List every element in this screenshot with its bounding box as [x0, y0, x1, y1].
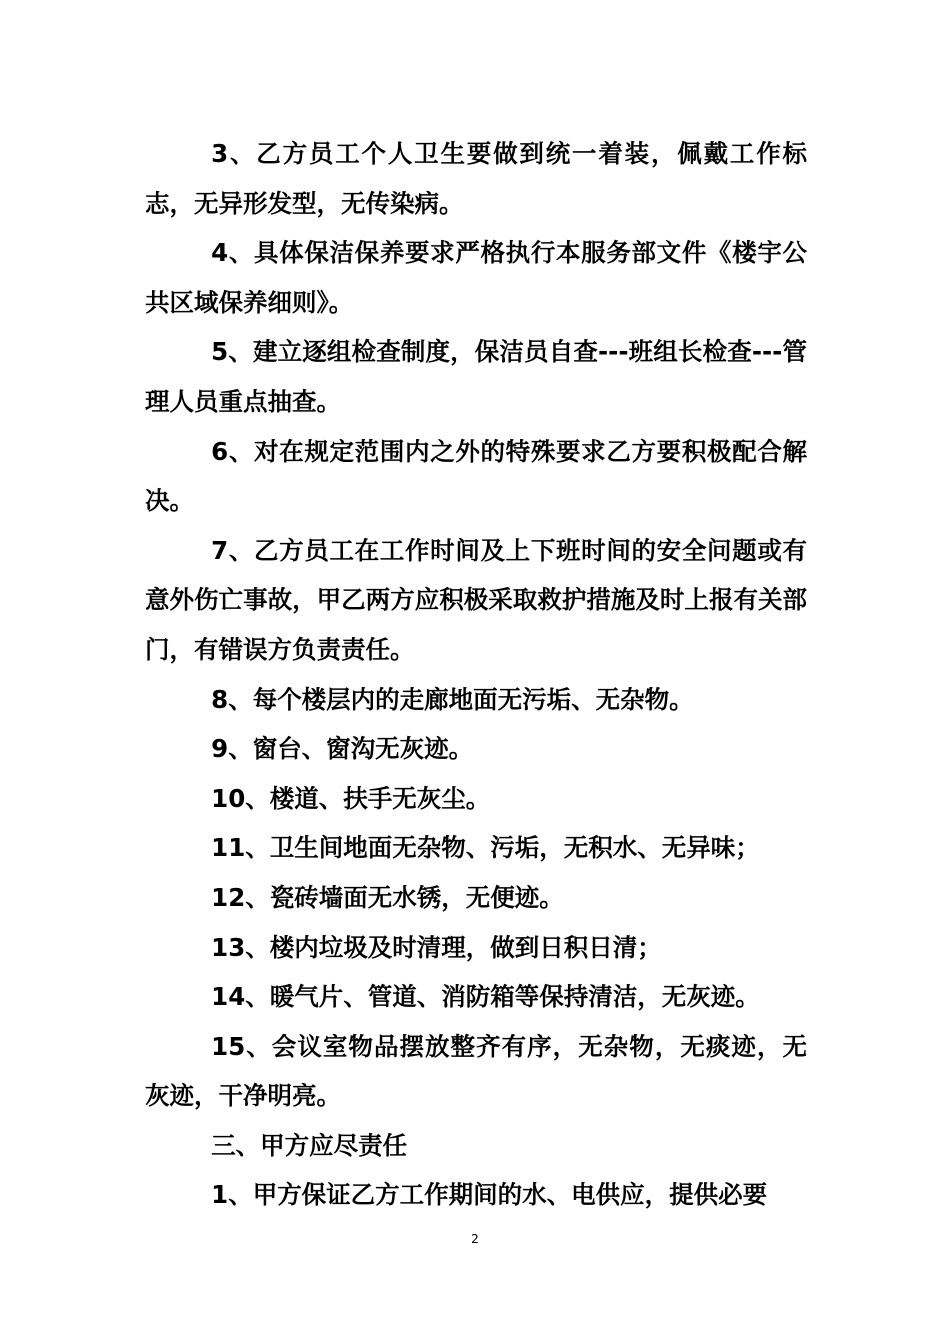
document-body: [145, 129, 807, 1220]
paragraph-item-7: 7、乙方员工在工作时间及上下班时间的安全问题或有意外伤亡事故，甲乙两方应积极采取救护措施及时上报有关部门，有错误方负责责任。: [145, 535, 807, 664]
paragraph-item-8: 8、每个楼层内的走廊地面无污垢、无杂物。: [211, 684, 694, 714]
paragraph-item-6: 6、对在规定范围内之外的特殊要求乙方要积极配合解决。: [145, 436, 807, 516]
paragraph-item-12: 12、瓷砖墙面无水锈，无便迹。: [211, 882, 564, 912]
paragraph-item-3: 3、乙方员工个人卫生要做到统一着装，佩戴工作标志，无异形发型，无传染病。: [145, 139, 807, 218]
paragraph-item-9: 9、窗台、窗沟无灰迹。: [211, 734, 474, 764]
paragraph-item-15: 15、会议室物品摆放整齐有序，无杂物，无痰迹，无灰迹，干净明亮。: [145, 1031, 807, 1111]
paragraph-party-a-item-1: 1、甲方保证乙方工作期间的水、电供应，提供必要: [211, 1180, 768, 1210]
paragraph-item-10: 10、楼道、扶手无灰尘。: [211, 783, 491, 813]
section-heading-party-a-duties: 三、甲方应尽责任: [211, 1130, 408, 1160]
paragraph-item-5: 5、建立逐组检查制度，保洁员自查---班组长检查---管理人员重点抽查。: [145, 337, 807, 416]
page-number: 2: [471, 1232, 479, 1246]
paragraph-item-13: 13、楼内垃圾及时清理，做到日积日清；: [211, 932, 662, 962]
paragraph-item-11: 11、卫生间地面无杂物、污垢，无积水、无异味；: [211, 833, 760, 863]
paragraph-item-4: 4、具体保洁保养要求严格执行本服务部文件《楼宇公共区域保养细则》。: [145, 238, 807, 317]
paragraph-item-14: 14、暖气片、管道、消防箱等保持清洁，无灰迹。: [211, 982, 760, 1012]
